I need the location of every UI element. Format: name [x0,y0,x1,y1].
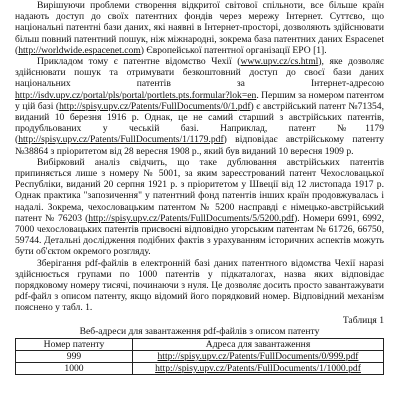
table-row [16,362,384,374]
body-paragraph [15,258,384,314]
table-header-row [16,338,384,350]
body-paragraph [15,157,384,258]
paragraph-text: Вибірковий аналіз свідчить, що таке дублювання австрійських патентів припиняється лише з номеру № 5001, за яким зареєстрований патент Чехословацької Республіки, виданий 20 серпня 1921 р. з пріоритетом у Швеції від 12 листопада 1917 р. Однак практика "запозичення" у патентний фонд патентів інших країн продовжувалась і надалі. Зокрема, чехословацьким патентом № 5200 насправді є німецько-австрійський патент № 76203 ( [15,156,384,224]
body-text [15,0,384,314]
download-address-cell[interactable] [133,362,384,374]
url-link[interactable]: http://spisy.upv.cz/Patents/FullDocuments/5/5200.pdf [88,212,295,224]
download-link[interactable]: http://spisy.upv.cz/Patents/FullDocuments/0/999.pdf [157,350,359,362]
paragraph-text: ), яке дозволяє здійснювати пошук та отримувати безкоштовний доступ до своєї бази даних національних патентів за Інтернет-адресою [15,56,385,90]
body-paragraph [15,56,384,157]
table-caption: Таблиця 1 [342,314,384,326]
paragraph-text: Прикладом тому є патентне відомство Чехії ( [37,56,241,68]
body-paragraph [15,0,384,56]
patent-number-cell: 1000 [16,362,133,374]
url-link[interactable]: http://isdv.upv.cz/portal/pls/portal/portlets.pts.formular?lok=en [15,89,257,101]
urls-table [15,338,384,375]
patent-number-cell: 999 [16,350,133,362]
table-title: Веб-адреси для завантаження pdf-файлів з описом патенту [79,325,320,337]
url-link[interactable]: www.upv.cz/cs.html [240,56,319,68]
url-link[interactable]: http://worldwide.espacenet.com [18,44,141,56]
paragraph-text: ) відповідає австрійському патенту №38864 з пріоритетом від 28 вересня 1908 р., який був виданий 10 вересня 1909 р. [15,134,384,157]
paragraph-text: . Першим за номером патентом у цій базі ( [15,89,384,112]
table-row [16,350,384,362]
column-header-address: Адреса для завантаження [133,338,384,350]
paragraph-text: ) є австрійський патент №71354, виданий 10 березня 1916 р. Однак, це не самий старший з австрійських патентів, продубльованих у чеській базі. Наприклад, патент №1179 ( [15,100,384,146]
download-address-cell[interactable] [133,350,384,362]
paragraph-text: Вирішуючи проблеми створення відкритої світової спільноти, все більше країн надають доступ до своїх патентних фондів через мережу Інтернет. Суттєво, що національні патентні бази даних, які наявні в Інтернет-просторі, дозволяють здійснювати більш повний патентний пошук, ніж міжнародні, зокрема база патентних даних Espacenet ( [15,0,384,56]
url-link[interactable]: http://spisy.upv.cz/Patents/FullDocuments/0/1.pdf [59,100,251,112]
url-link[interactable]: http://spisy.upv.cz/Patents/FullDocuments/1/1179.pdf [18,134,224,146]
column-header-number: Номер патенту [16,338,133,350]
download-link[interactable]: http://spisy.upv.cz/Patents/FullDocuments/1/1000.pdf [155,362,361,374]
paragraph-text: ) Європейської патентної організації ЕРО [1]. [140,44,327,56]
paragraph-text: ). Номери 6991, 6992, 7000 чехословацьких патентів присвоєні відповідно угорським патентам № 61726, 66750, 59744. Детальні дослідження подібних фактів з урахуванням історичних аспектів можуть бути об'єктом окремого розгляду. [15,212,385,258]
paragraph-text: Зберігання pdf-файлів в електронній базі даних патентного відомства Чехії наразі здійснюється групами по 1000 патентів у підкаталогах, назва яких відповідає порядковому номеру тисячі, починаючи з нуля. Це дозволяє досить просто завантажувати pdf-файл з описом патенту, якщо відомий його порядковий номер. Відповідний механізм пояснено у табл. 1. [15,257,384,314]
